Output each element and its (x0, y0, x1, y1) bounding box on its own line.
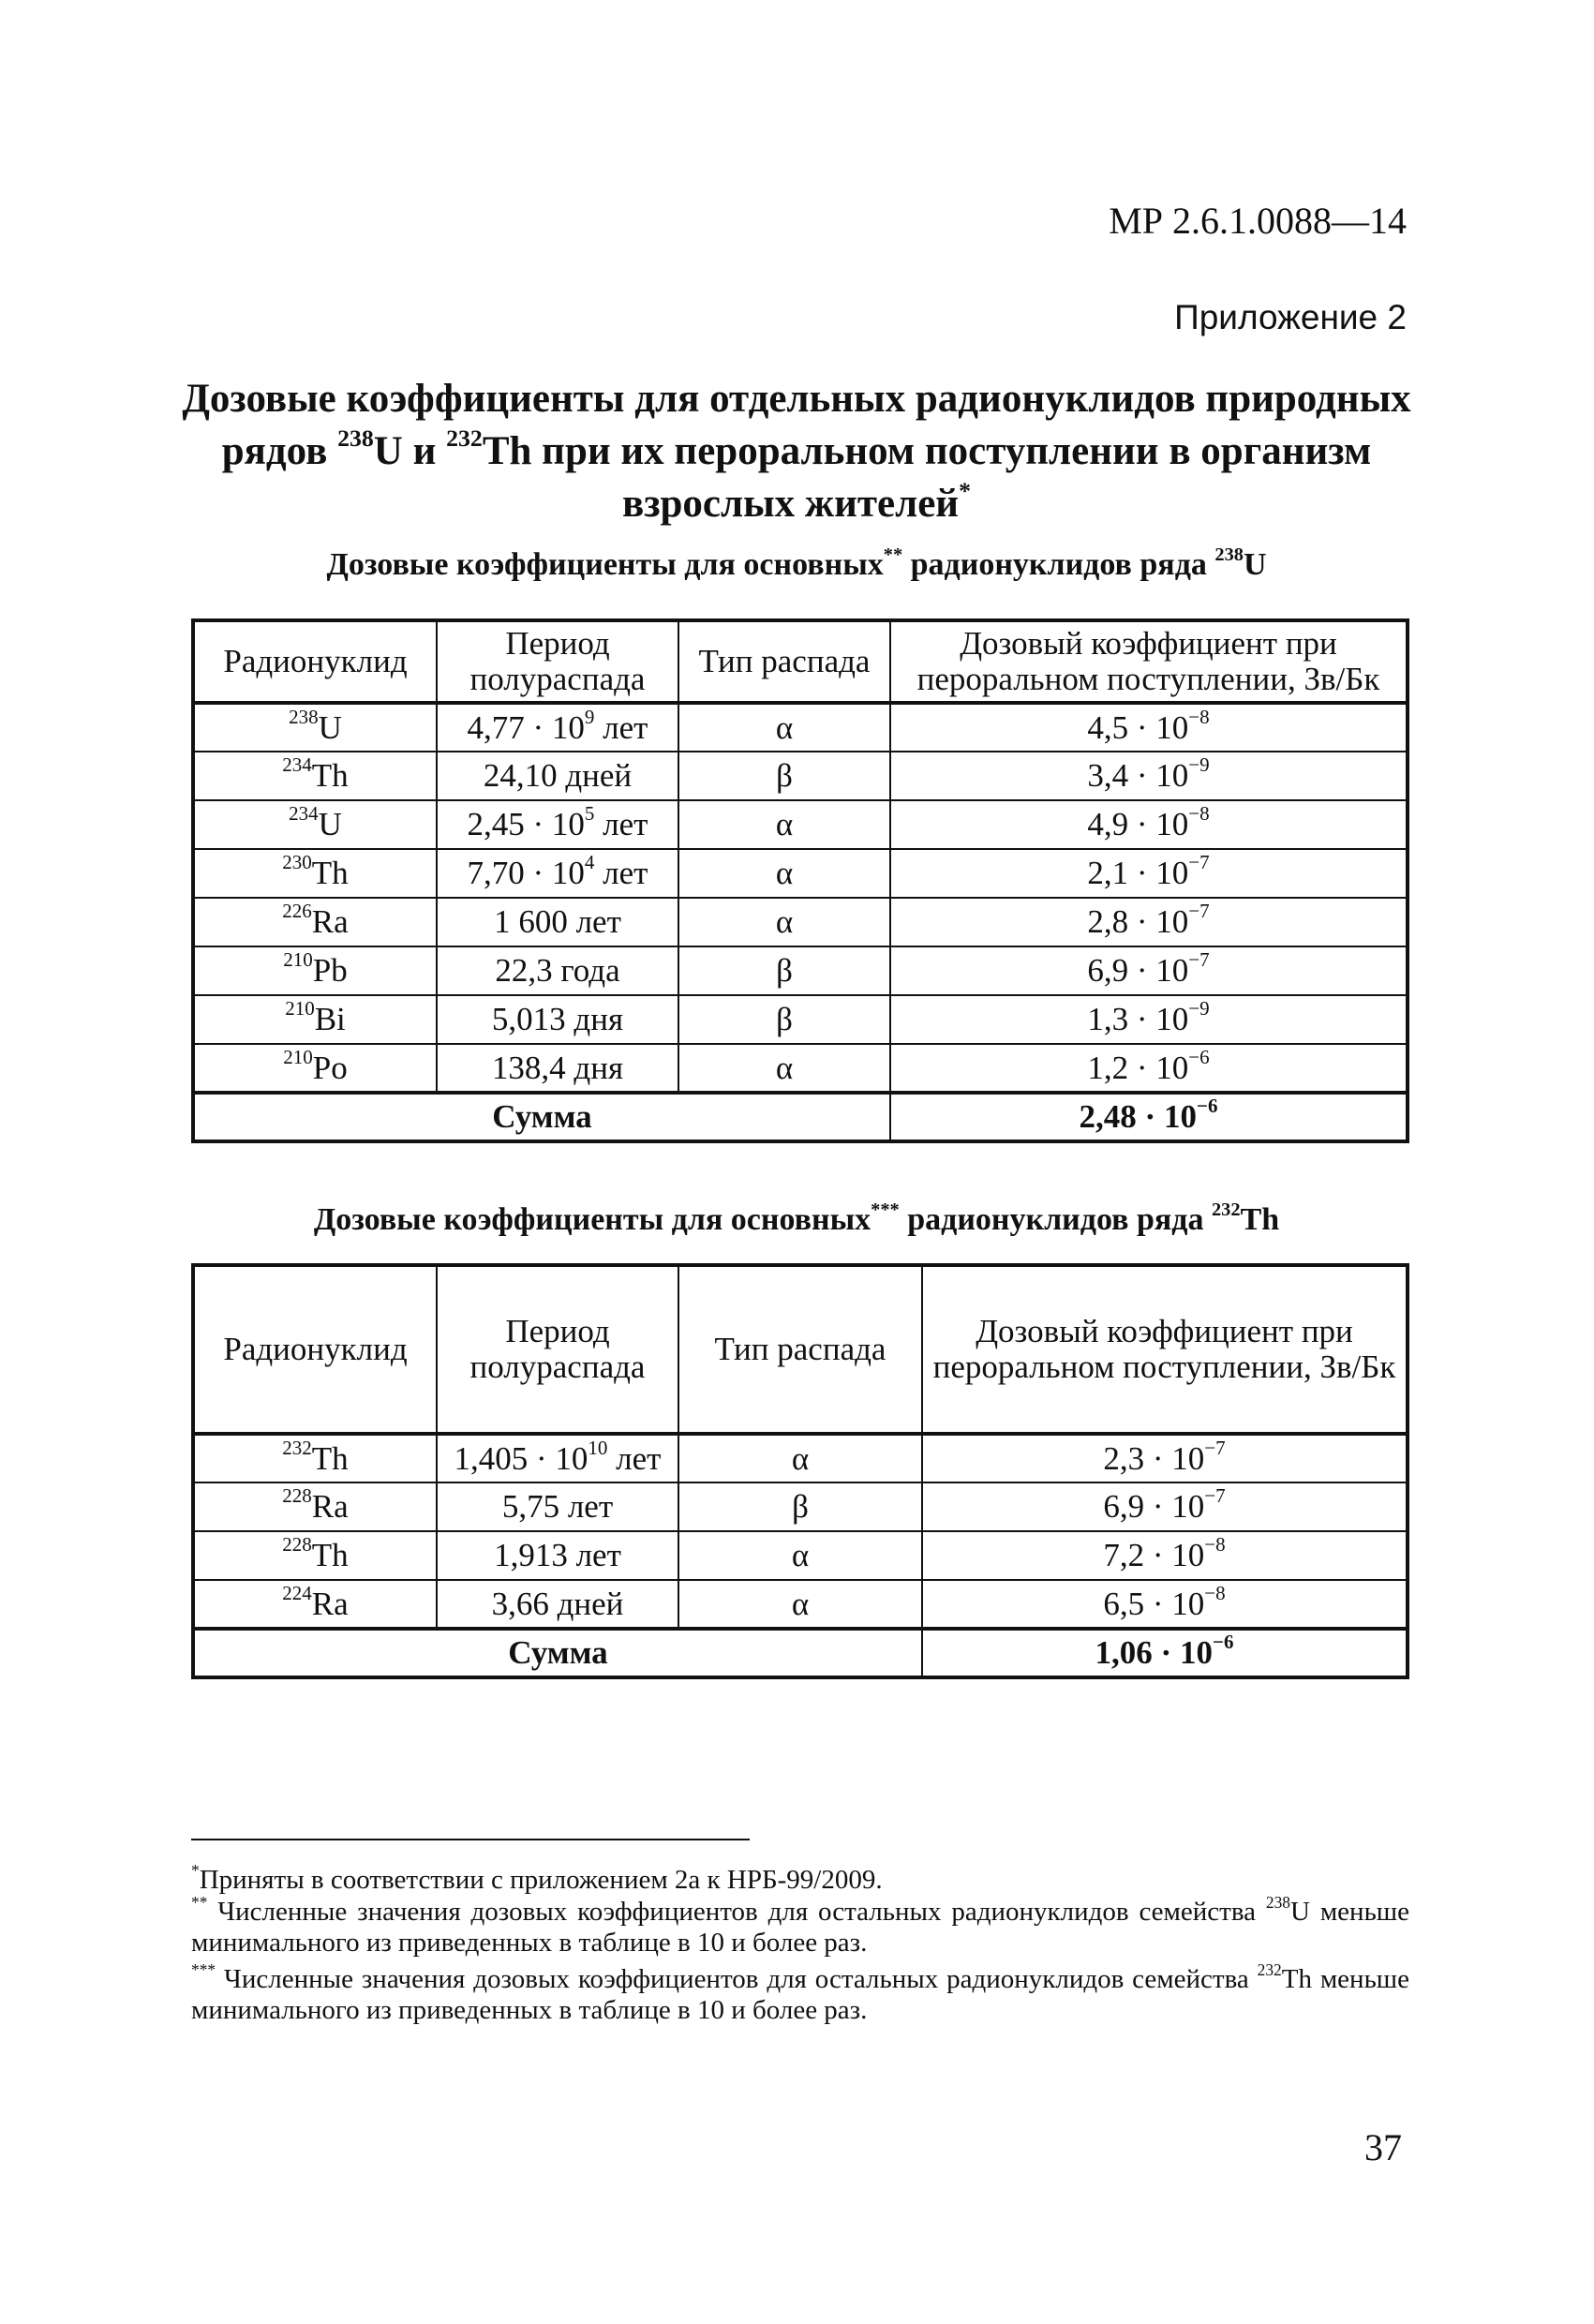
radionuclide-cell (193, 1044, 437, 1093)
half-life-exponent: 4 (584, 851, 595, 874)
decay-type-cell: α (678, 1434, 922, 1482)
radionuclide-cell (193, 703, 437, 752)
half-life-exponent: 5 (584, 802, 595, 826)
mass-number: 210 (283, 948, 313, 972)
element-symbol: U (318, 708, 342, 746)
table2-heading (141, 1199, 1452, 1238)
half-life-exponent: 10 (588, 1436, 608, 1459)
dose-coefficient-cell (890, 752, 1408, 800)
element-symbol: Ra (311, 1488, 349, 1525)
table2-heading-footnote-mark: *** (871, 1199, 900, 1220)
decay-type-cell: β (678, 1482, 922, 1531)
element-symbol: Po (312, 1049, 348, 1086)
half-life-value: 5,013 дня (491, 1001, 624, 1037)
table-row (193, 1482, 1408, 1531)
element-symbol: Bi (314, 1001, 346, 1037)
half-life-value: 22,3 года (495, 952, 620, 989)
element-symbol: Th (311, 1537, 349, 1573)
column-header: Дозовый коэффициент при пероральном поступлении, Зв/Бк (890, 620, 1408, 703)
half-life-cell (437, 800, 678, 849)
coefficient-exponent: −8 (1204, 1581, 1226, 1604)
footnote-2 (191, 1892, 1409, 1959)
coefficient-mantissa: 1,2 · 10 (1087, 1049, 1189, 1086)
coefficient-mantissa: 6,9 · 10 (1103, 1488, 1205, 1525)
dose-coefficient-cell (890, 946, 1408, 995)
table-row (193, 849, 1408, 898)
table2-heading-part-3: Th (1240, 1202, 1280, 1237)
radionuclide-cell (193, 946, 437, 995)
footnote-2-mark: ** (191, 1892, 208, 1912)
dose-coefficient-cell (890, 849, 1408, 898)
footnote-1 (191, 1860, 1409, 1896)
page-title (141, 373, 1452, 530)
sum-exponent: −6 (1212, 1631, 1234, 1654)
mass-number: 210 (285, 997, 315, 1020)
half-life-value: 138,4 дня (491, 1049, 624, 1086)
decay-type-cell: α (678, 1531, 922, 1580)
dose-coefficient-cell (890, 800, 1408, 849)
coefficient-exponent: −8 (1204, 1533, 1226, 1557)
half-life-value: 2,45 · 10 (467, 806, 585, 842)
element-symbol: Pb (312, 952, 348, 989)
half-life-unit: лет (594, 855, 648, 891)
element-symbol: Ra (311, 903, 349, 940)
radionuclide-cell (193, 849, 437, 898)
decay-type-cell: α (678, 703, 890, 752)
half-life-cell (437, 752, 678, 800)
column-header: Радионуклид (193, 620, 437, 703)
sum-label: Сумма (193, 1093, 890, 1141)
decay-type-cell: β (678, 995, 890, 1044)
table-row (193, 995, 1408, 1044)
table1 (191, 618, 1409, 1143)
dose-coefficient-cell (922, 1531, 1408, 1580)
table1-heading-part-3: U (1244, 547, 1267, 582)
half-life-cell (437, 1531, 678, 1580)
table2-body (193, 1265, 1408, 1677)
coefficient-exponent: −7 (1204, 1484, 1226, 1508)
decay-type-cell: α (678, 849, 890, 898)
coefficient-exponent: −7 (1188, 900, 1210, 923)
decay-type-cell: β (678, 946, 890, 995)
coefficient-exponent: −7 (1204, 1436, 1226, 1459)
table2-heading-part-2: радионуклидов ряда (899, 1202, 1212, 1237)
coefficient-exponent: −8 (1188, 705, 1210, 728)
element-symbol: Ra (311, 1585, 349, 1622)
column-header: Тип распада (678, 1265, 922, 1434)
coefficient-exponent: −6 (1188, 1045, 1210, 1068)
title-part-2: U и (373, 429, 447, 473)
table2-heading-part-1: Дозовые коэффициенты для основных (313, 1202, 871, 1237)
radionuclide-cell (193, 1434, 437, 1482)
table1-heading-sup: 238 (1214, 544, 1244, 565)
coefficient-mantissa: 2,3 · 10 (1103, 1439, 1205, 1477)
radionuclide-cell (193, 800, 437, 849)
column-header: Период полураспада (437, 1265, 678, 1434)
table1-body (193, 620, 1408, 1141)
table-row (193, 752, 1408, 800)
mass-number: 226 (282, 900, 312, 923)
half-life-cell (437, 849, 678, 898)
title-part-3: Th при их пероральном поступлении в организм взрослых жителей (482, 429, 1372, 526)
decay-type-cell: α (678, 898, 890, 946)
mass-number: 230 (282, 851, 312, 874)
half-life-value: 1,405 · 10 (454, 1439, 588, 1477)
footnote-2-sup: 238 (1265, 1892, 1290, 1912)
coefficient-exponent: −8 (1188, 802, 1210, 826)
mass-number: 228 (282, 1484, 312, 1508)
half-life-cell (437, 995, 678, 1044)
coefficient-mantissa: 3,4 · 10 (1087, 757, 1189, 794)
footnote-1-text: Приняты в соответствии с приложением 2а к НРБ-99/2009. (199, 1865, 883, 1895)
radionuclide-cell (193, 1482, 437, 1531)
dose-coefficient-cell (922, 1434, 1408, 1482)
title-footnote-mark: * (959, 476, 971, 504)
half-life-exponent: 9 (584, 705, 595, 728)
coefficient-exponent: −9 (1188, 997, 1210, 1020)
half-life-cell (437, 1044, 678, 1093)
footnote-divider (191, 1839, 750, 1840)
half-life-value: 1,913 лет (494, 1537, 621, 1573)
coefficient-mantissa: 4,5 · 10 (1087, 708, 1189, 746)
coefficient-exponent: −7 (1188, 851, 1210, 874)
radionuclide-cell (193, 1531, 437, 1580)
footnote-3-mark: *** (191, 1959, 216, 1979)
appendix-label: Приложение 2 (1174, 298, 1407, 336)
mass-number: 228 (282, 1533, 312, 1557)
half-life-cell (437, 703, 678, 752)
radionuclide-cell (193, 995, 437, 1044)
half-life-unit: лет (594, 708, 648, 746)
table2-heading-sup: 232 (1211, 1199, 1241, 1220)
element-symbol: Th (311, 757, 349, 794)
footnote-1-mark: * (191, 1860, 200, 1880)
mass-number: 224 (282, 1581, 312, 1604)
table-header-row (193, 1265, 1408, 1434)
document-code: МР 2.6.1.0088—14 (1109, 200, 1407, 242)
half-life-value: 5,75 лет (501, 1488, 614, 1525)
page-number: 37 (1364, 2126, 1402, 2168)
mass-number: 232 (282, 1436, 312, 1459)
mass-number: 234 (289, 802, 319, 826)
footnote-2-text: U меньше минимального из приведенных в таблице в 10 и более раз. (191, 1897, 1409, 1958)
table1-heading-part-1: Дозовые коэффициенты для основных (326, 547, 884, 582)
coefficient-mantissa: 6,9 · 10 (1087, 952, 1189, 989)
sum-value (922, 1629, 1408, 1677)
coefficient-mantissa: 7,2 · 10 (1103, 1537, 1205, 1573)
table2 (191, 1263, 1409, 1679)
table-header-row (193, 620, 1408, 703)
radionuclide-cell (193, 898, 437, 946)
dose-coefficient-cell (890, 898, 1408, 946)
footnote-3-pre: Численные значения дозовых коэффициентов для остальных радионуклидов семейства (223, 1964, 1258, 1994)
title-sup-2: 232 (446, 424, 483, 452)
radionuclide-cell (193, 752, 437, 800)
sum-value (890, 1093, 1408, 1141)
decay-type-cell: α (678, 800, 890, 849)
sum-exponent: −6 (1196, 1095, 1218, 1118)
sum-row (193, 1629, 1408, 1677)
decay-type-cell: α (678, 1044, 890, 1093)
coefficient-exponent: −7 (1188, 948, 1210, 972)
footnote-3-text: Th меньше минимального из приведенных в таблице в 10 и более раз. (191, 1964, 1410, 2025)
element-symbol: U (318, 806, 342, 842)
table-row (193, 1580, 1408, 1629)
column-header: Дозовый коэффициент при пероральном поступлении, Зв/Бк (922, 1265, 1408, 1434)
mass-number: 238 (289, 705, 319, 728)
coefficient-mantissa: 2,1 · 10 (1087, 855, 1189, 891)
table-row (193, 898, 1408, 946)
element-symbol: Th (311, 855, 349, 891)
dose-coefficient-cell (890, 1044, 1408, 1093)
half-life-unit: лет (607, 1439, 662, 1477)
table-row (193, 1044, 1408, 1093)
dose-coefficient-cell (922, 1482, 1408, 1531)
dose-coefficient-cell (890, 703, 1408, 752)
footnote-3 (191, 1959, 1410, 2026)
sum-mantissa: 2,48 · 10 (1079, 1098, 1197, 1135)
title-sup-1: 238 (337, 424, 374, 452)
half-life-value: 7,70 · 10 (467, 855, 585, 891)
coefficient-mantissa: 1,3 · 10 (1087, 1001, 1189, 1037)
half-life-unit: лет (594, 806, 648, 842)
column-header: Радионуклид (193, 1265, 437, 1434)
title-part-1: Дозовые коэффициенты для отдельных радионуклидов природных рядов (182, 377, 1411, 473)
half-life-cell (437, 898, 678, 946)
footnote-3-sup: 232 (1257, 1959, 1282, 1979)
radionuclide-cell (193, 1580, 437, 1629)
table-row (193, 800, 1408, 849)
column-header: Тип распада (678, 620, 890, 703)
decay-type-cell: β (678, 752, 890, 800)
half-life-cell (437, 1580, 678, 1629)
half-life-cell (437, 1482, 678, 1531)
mass-number: 234 (282, 753, 312, 777)
coefficient-mantissa: 2,8 · 10 (1087, 903, 1189, 940)
sum-label: Сумма (193, 1629, 922, 1677)
sum-mantissa: 1,06 · 10 (1095, 1634, 1213, 1671)
table-row (193, 703, 1408, 752)
footnote-2-pre: Численные значения дозовых коэффициентов для остальных радионуклидов семейства (217, 1897, 1266, 1927)
table1-heading (141, 544, 1452, 583)
coefficient-exponent: −9 (1188, 753, 1210, 777)
half-life-cell (437, 1434, 678, 1482)
half-life-value: 4,77 · 10 (467, 708, 585, 746)
half-life-value: 3,66 дней (491, 1585, 624, 1622)
table-row (193, 1531, 1408, 1580)
half-life-value: 24,10 дней (483, 757, 633, 794)
mass-number: 210 (283, 1045, 313, 1068)
coefficient-mantissa: 6,5 · 10 (1103, 1585, 1205, 1622)
dose-coefficient-cell (922, 1580, 1408, 1629)
half-life-value: 1 600 лет (494, 903, 621, 940)
table-row (193, 946, 1408, 995)
table1-heading-footnote-mark: ** (883, 544, 903, 565)
table1-heading-part-2: радионуклидов ряда (902, 547, 1215, 582)
table-row (193, 1434, 1408, 1482)
decay-type-cell: α (678, 1580, 922, 1629)
half-life-cell (437, 946, 678, 995)
dose-coefficient-cell (890, 995, 1408, 1044)
column-header: Период полураспада (437, 620, 678, 703)
coefficient-mantissa: 4,9 · 10 (1087, 806, 1189, 842)
sum-row (193, 1093, 1408, 1141)
element-symbol: Th (311, 1439, 349, 1477)
